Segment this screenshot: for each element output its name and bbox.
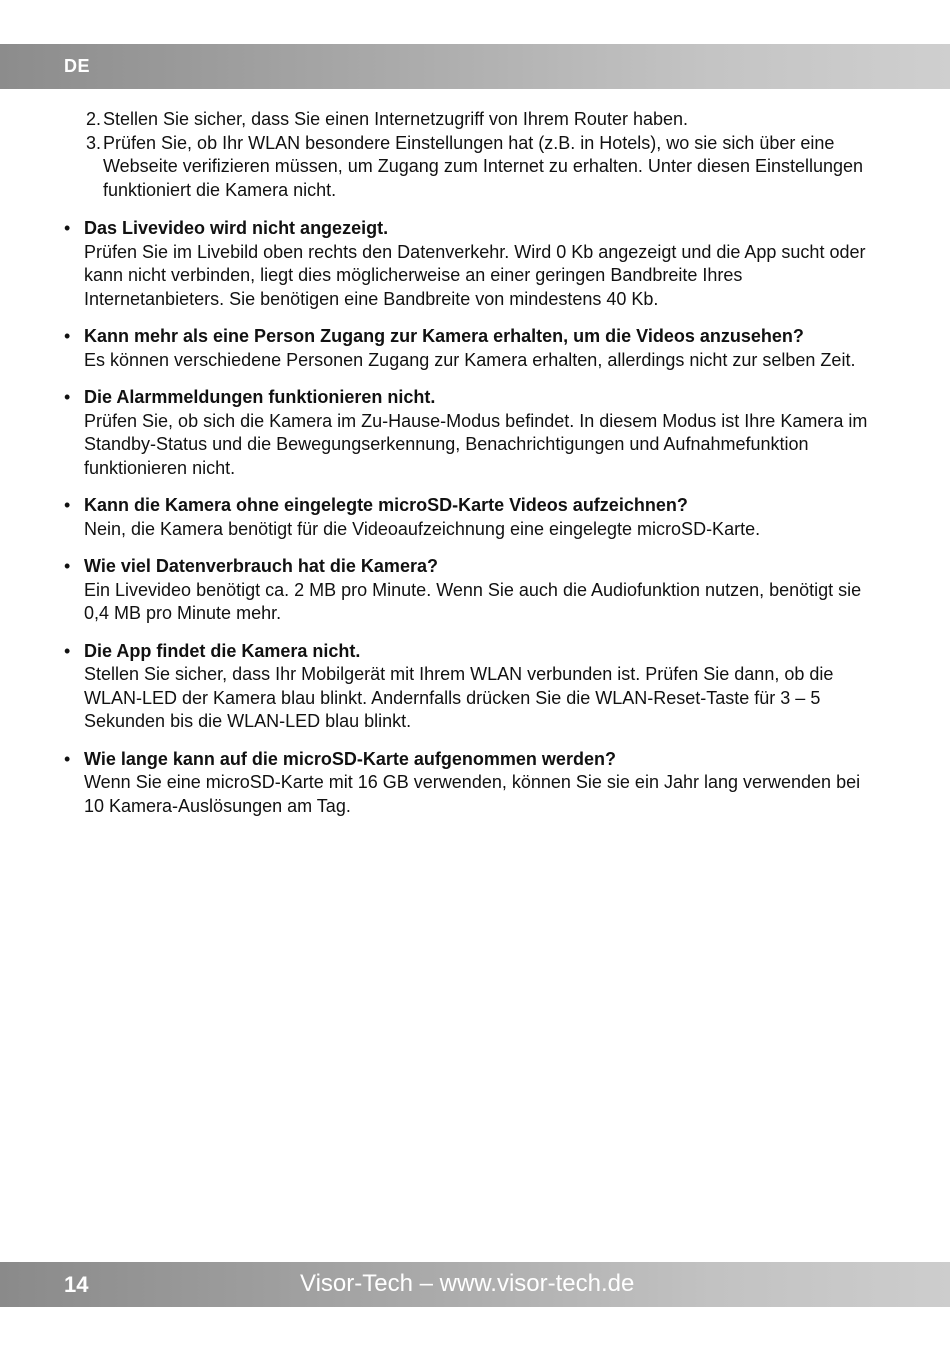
faq-question: Wie lange kann auf die microSD-Karte aufgenommen werden? xyxy=(84,748,616,769)
faq-question: Das Livevideo wird nicht angezeigt. xyxy=(84,218,389,238)
item-text: Stellen Sie sicher, dass Sie einen Internetzugriff von Ihrem Router haben. xyxy=(103,109,689,129)
faq-item xyxy=(0,386,950,480)
faq-answer: Ein Livevideo benötigt ca. 2 MB pro Minute. Wenn Sie auch die Audiofunktion nutzen, benötigt sie 0,4 MB pro Minute mehr. xyxy=(84,579,862,623)
faq-answer: Wenn Sie eine microSD-Karte mit 16 GB verwenden, können Sie sie ein Jahr lang verwenden bei 10 Kamera-Auslösungen am Tag. xyxy=(84,772,861,816)
faq-question: Kann mehr als eine Person Zugang zur Kamera erhalten, um die Videos anzusehen? xyxy=(84,326,804,346)
header-bar xyxy=(0,44,950,89)
faq-answer: Stellen Sie sicher, dass Ihr Mobilgerät mit Ihrem WLAN verbunden ist. Prüfen Sie dann, ob die WLAN-LED der Kamera blau blinkt. Andernfalls drücken Sie die WLAN-Reset-Taste für 3 – 5 Sekunden bis die WLAN-LED blau blinkt. xyxy=(84,664,834,731)
item-text: Prüfen Sie, ob Ihr WLAN besondere Einstellungen hat (z.B. in Hotels), wo sie sich über eine Webseite verifizieren müssen, um Zugang zum Internet zu erhalten. Unter diesen Einstellungen funktioniert die Kamera nicht. xyxy=(103,132,864,200)
bullet-icon: • xyxy=(64,748,71,769)
faq-answer: Nein, die Kamera benötigt für die Videoaufzeichnung eine eingelegte microSD-Karte. xyxy=(84,518,761,539)
faq-item xyxy=(0,325,950,372)
faq-answer: Es können verschiedene Personen Zugang zur Kamera erhalten, allerdings nicht zur selben Zeit. xyxy=(84,349,856,370)
bullet-icon: • xyxy=(64,218,71,238)
faq-question: Kann die Kamera ohne eingelegte microSD-Karte Videos aufzeichnen? xyxy=(84,495,688,515)
faq-item xyxy=(0,640,950,734)
faq-question: Wie viel Datenverbrauch hat die Kamera? xyxy=(84,556,438,576)
numbered-item xyxy=(0,108,950,132)
faq-question: Die App findet die Kamera nicht. xyxy=(84,640,361,661)
footer-brand: Visor-Tech – www.visor-tech.de xyxy=(300,1270,635,1297)
bullet-icon: • xyxy=(64,640,71,661)
bullet-icon: • xyxy=(64,495,71,515)
item-number: 2. xyxy=(86,109,102,129)
faq-item xyxy=(0,217,950,311)
faq-question: Die Alarmmeldungen funktionieren nicht. xyxy=(84,387,436,407)
faq-item xyxy=(0,494,950,541)
page-number: 14 xyxy=(64,1272,89,1297)
faq-item xyxy=(0,748,950,819)
faq-answer: Prüfen Sie, ob sich die Kamera im Zu-Hause-Modus befindet. In diesem Modus ist Ihre Kamera im Standby-Status und die Bewegungserkennung, Benachrichtigungen und Aufnahmefunktion funktionieren nicht. xyxy=(84,410,868,478)
faq-item xyxy=(0,555,950,626)
bullet-icon: • xyxy=(64,326,71,346)
bullet-icon: • xyxy=(64,556,71,576)
faq-answer: Prüfen Sie im Livebild oben rechts den Datenverkehr. Wird 0 Kb angezeigt und die App sucht oder kann nicht verbinden, liegt dies möglicherweise an einer geringen Bandbreite Ihres Internetanbieters. Sie benötigen eine Bandbreite von mindestens 40 Kb. xyxy=(84,241,866,309)
bullet-icon: • xyxy=(64,387,71,407)
language-label: DE xyxy=(64,56,91,76)
page-content xyxy=(0,108,950,818)
item-number: 3. xyxy=(86,132,102,153)
numbered-item xyxy=(0,132,950,203)
